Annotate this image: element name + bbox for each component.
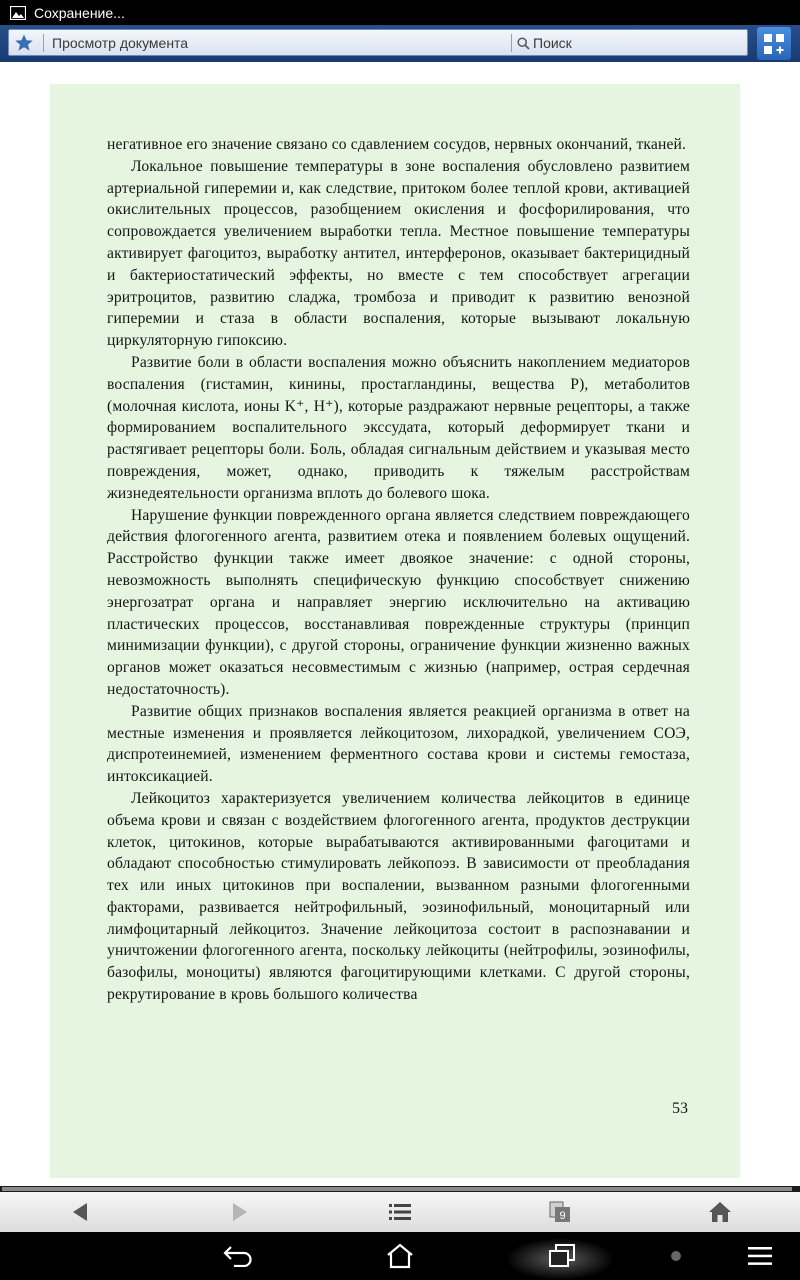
address-title: Просмотр документа bbox=[52, 35, 189, 51]
previous-page-button[interactable] bbox=[50, 1192, 110, 1232]
nav-back-icon bbox=[222, 1245, 254, 1267]
page-number: 53 bbox=[672, 1100, 688, 1117]
pages-icon bbox=[548, 1200, 572, 1224]
nav-recents-button[interactable] bbox=[522, 1232, 602, 1280]
image-icon bbox=[10, 6, 26, 20]
nav-recents-icon bbox=[547, 1243, 577, 1269]
status-bar bbox=[0, 0, 800, 25]
nav-back-button[interactable] bbox=[198, 1232, 278, 1280]
scroll-thumb[interactable] bbox=[2, 1187, 792, 1191]
document-viewer[interactable] bbox=[0, 62, 800, 1186]
address-bar[interactable] bbox=[8, 29, 748, 56]
forward-arrow-icon bbox=[231, 1202, 249, 1222]
nav-home-icon bbox=[385, 1243, 415, 1269]
nav-menu-icon bbox=[747, 1245, 773, 1267]
app-toolbar bbox=[0, 25, 800, 62]
list-icon bbox=[388, 1202, 412, 1222]
paragraph: негативное его значение связано со сдавлением сосудов, нервных окончаний, тканей. bbox=[107, 136, 687, 153]
nav-home-button[interactable] bbox=[360, 1232, 440, 1280]
home-icon bbox=[708, 1201, 732, 1223]
grid-icon bbox=[763, 33, 785, 55]
paragraph: Нарушение функции поврежденного органа является следствием повреждающего действия флогогенного агента, развитием отека и появлением болевых ощущений. Расстройство функции также имеет двоякое значение: с одной стороны, невозможность выполнять специфическую функцию способствует снижению энергозатрат органа и направляет энергию исключительно на активацию пластических процессов, восстанавливая поврежденные структуры (принцип минимизации функции), с другой стороны, ограничение функции жизненно важных органов может оказаться несовместимым с жизнью (например, острая сердечная недостаточность). bbox=[107, 506, 690, 698]
back-arrow-icon bbox=[71, 1202, 89, 1222]
grid-button[interactable] bbox=[757, 27, 791, 60]
star-icon[interactable] bbox=[14, 33, 34, 53]
paragraph: Лейкоцитоз характеризуется увеличением количества лейкоцитов в единице объема крови и связан с воздействием флогогенного агента, продуктов деструкции клеток, цитокинов, которые вырабатываются активированными фагоцитами и обладают способностью стимулировать лейкопоэз. В зависимости от преобладания тех или иных цитокинов при воспалении, вызванном разными флогогенными факторами, развивается нейтрофильный, эозинофильный, моноцитарный или лимфоцитарный лейкоцитоз. Значение лейкоцитоза состоит в распознавании и уничтожении флогогенного агента, поскольку лейкоциты (нейтрофилы, эозинофилы, базофилы, моноциты) являются фагоцитирующими клетками. С другой стороны, рекрутирование в кровь большого количества bbox=[107, 789, 690, 1004]
nav-indicator bbox=[636, 1232, 716, 1280]
search-divider bbox=[511, 34, 512, 52]
search-input[interactable]: Поиск bbox=[533, 35, 572, 51]
paragraph: Локальное повышение температуры в зоне воспаления обусловлено развитием артериальной гиперемии и, как следствие, притоком более теплой крови, активацией окислительных процессов, разобщением окисления и фосфорилирования, что сопровождается увеличением выработки тепла. Местное повышение температуры активирует фагоцитоз, выработку антител, интерферонов, оказывает бактерицидный и бактериостатический эффекты, но вместе с тем способствует агрегации эритроцитов, развитию сладжа, тромбоза и приводит к развитию венозной гиперемии и стаза в области воспаления, которые вызывают локальную циркуляторную гипоксию. bbox=[107, 157, 690, 350]
nav-menu-button[interactable] bbox=[720, 1232, 800, 1280]
pages-badge: 9 bbox=[559, 1210, 566, 1222]
contents-button[interactable] bbox=[370, 1192, 430, 1232]
paragraph: Развитие общих признаков воспаления является реакцией организма в ответ на местные изменения и проявляется лейкоцитозом, лихорадкой, увеличением СОЭ, диспротеинемией, изменением ферментного состава крови и системы гемостаза, интоксикацией. bbox=[107, 702, 690, 786]
nav-dot-icon bbox=[670, 1250, 682, 1262]
search-icon[interactable] bbox=[517, 37, 530, 50]
reader-toolbar bbox=[0, 1192, 800, 1232]
library-home-button[interactable] bbox=[690, 1192, 750, 1232]
document-page bbox=[50, 84, 740, 1178]
pages-button[interactable] bbox=[530, 1192, 590, 1232]
next-page-button[interactable] bbox=[210, 1192, 270, 1232]
page-text bbox=[107, 134, 690, 1006]
paragraph: Развитие боли в области воспаления можно объяснить накоплением медиаторов воспаления (гистамин, кинины, простагландины, вещества Р), метаболитов (молочная кислота, ионы K⁺, H⁺), которые раздражают нервные рецепторы, а также формированием воспалительного экссудата, который деформирует ткани и растягивает рецепторы боли. Боль, обладая сигнальным действием и указывая место повреждения, может, однако, приводить к тяжелым расстройствам жизнедеятельности организма вплоть до болевого шока. bbox=[107, 353, 690, 502]
status-notification: Сохранение... bbox=[34, 4, 125, 21]
address-divider bbox=[43, 34, 44, 52]
